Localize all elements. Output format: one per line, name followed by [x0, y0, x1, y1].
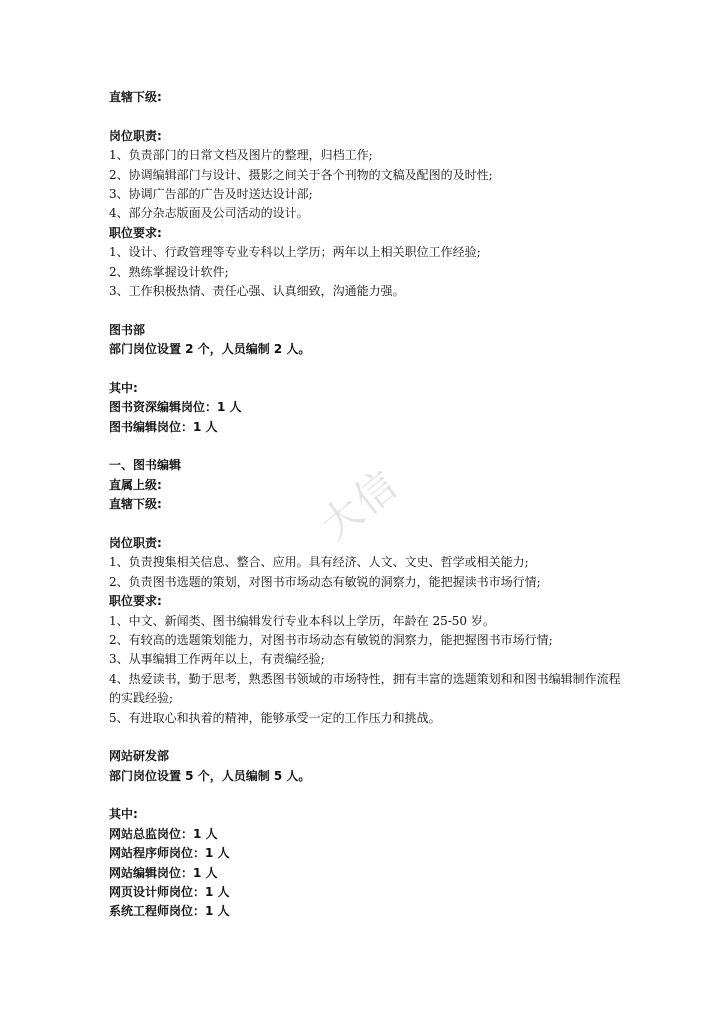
web-dept-summary: 部门岗位设置 5 个，人员编制 5 人。	[109, 768, 311, 783]
spacer	[109, 301, 649, 320]
books-dept-title: 图书部	[109, 322, 146, 337]
web-position: 网站编辑岗位：1 人	[109, 865, 218, 880]
spacer	[109, 728, 649, 747]
web-among-heading: 其中:	[109, 807, 138, 822]
requirement-item: 1、设计、行政管理等专业专科以上学历；两年以上相关职位工作经验;	[109, 245, 481, 260]
books-dept-summary: 部门岗位设置 2 个，人员编制 2 人。	[109, 342, 311, 357]
duty-item: 3、协调广告部的广告及时送达设计部;	[109, 186, 313, 201]
duties-heading: 岗位职责:	[109, 128, 162, 143]
requirement-item: 4、热爱读书，勤于思考，熟悉图书领域的市场特性，拥有丰富的选题策划和和图书编辑制作流程的实践经验;	[109, 671, 621, 706]
books-among-heading: 其中:	[109, 380, 138, 395]
web-dept-title: 网站研发部	[109, 749, 170, 764]
requirement-item: 1、中文、新闻类、图书编辑发行专业本科以上学历，年龄在 25-50 岁。	[109, 613, 495, 628]
books-position: 图书编辑岗位：1 人	[109, 419, 218, 434]
spacer	[109, 515, 649, 534]
duty-item: 1、负责搜集相关信息、整合、应用。具有经济、人文、文史、哲学或相关能力;	[109, 555, 529, 570]
books-position: 图书资深编辑岗位：1 人	[109, 400, 242, 415]
spacer	[109, 359, 649, 378]
requirement-item: 3、工作积极热情、责任心强、认真细致，沟通能力强。	[109, 283, 405, 298]
duty-item: 4、部分杂志版面及公司活动的设计。	[109, 206, 309, 221]
direct-subordinate-label: 直辖下级:	[109, 90, 162, 104]
web-position: 网页设计师岗位：1 人	[109, 885, 230, 900]
web-position: 系统工程师岗位：1 人	[109, 904, 230, 919]
web-position: 网站总监岗位：1 人	[109, 826, 218, 841]
spacer	[109, 786, 649, 805]
requirement-item: 2、熟练掌握设计软件;	[109, 264, 229, 279]
document-page	[109, 88, 649, 922]
spacer	[109, 107, 649, 126]
web-position: 网站程序师岗位：1 人	[109, 846, 230, 861]
book-editor-heading: 一、图书编辑	[109, 458, 182, 473]
requirement-item: 2、有较高的选题策划能力，对图书市场动态有敏锐的洞察力，能把握图书市场行情;	[109, 632, 553, 647]
duties-heading: 岗位职责:	[109, 535, 162, 550]
direct-subordinate-label: 直辖下级:	[109, 497, 162, 512]
requirement-item: 5、有进取心和执着的精神，能够承受一定的工作压力和挑战。	[109, 710, 441, 725]
requirements-heading: 职位要求:	[109, 594, 162, 609]
direct-superior-label: 直属上级:	[109, 477, 162, 492]
requirement-item: 3、从事编辑工作两年以上，有责编经验;	[109, 652, 325, 667]
duty-item: 1、负责部门的日常文档及图片的整理，归档工作;	[109, 148, 373, 163]
duty-item: 2、协调编辑部门与设计、摄影之间关于各个刊物的文稿及配图的及时性;	[109, 167, 493, 182]
spacer	[109, 437, 649, 456]
requirements-heading: 职位要求:	[109, 225, 162, 240]
duty-item: 2、负责图书选题的策划，对图书市场动态有敏锐的洞察力，能把握读书市场行情;	[109, 574, 541, 589]
watermark: 大信	[312, 461, 408, 550]
